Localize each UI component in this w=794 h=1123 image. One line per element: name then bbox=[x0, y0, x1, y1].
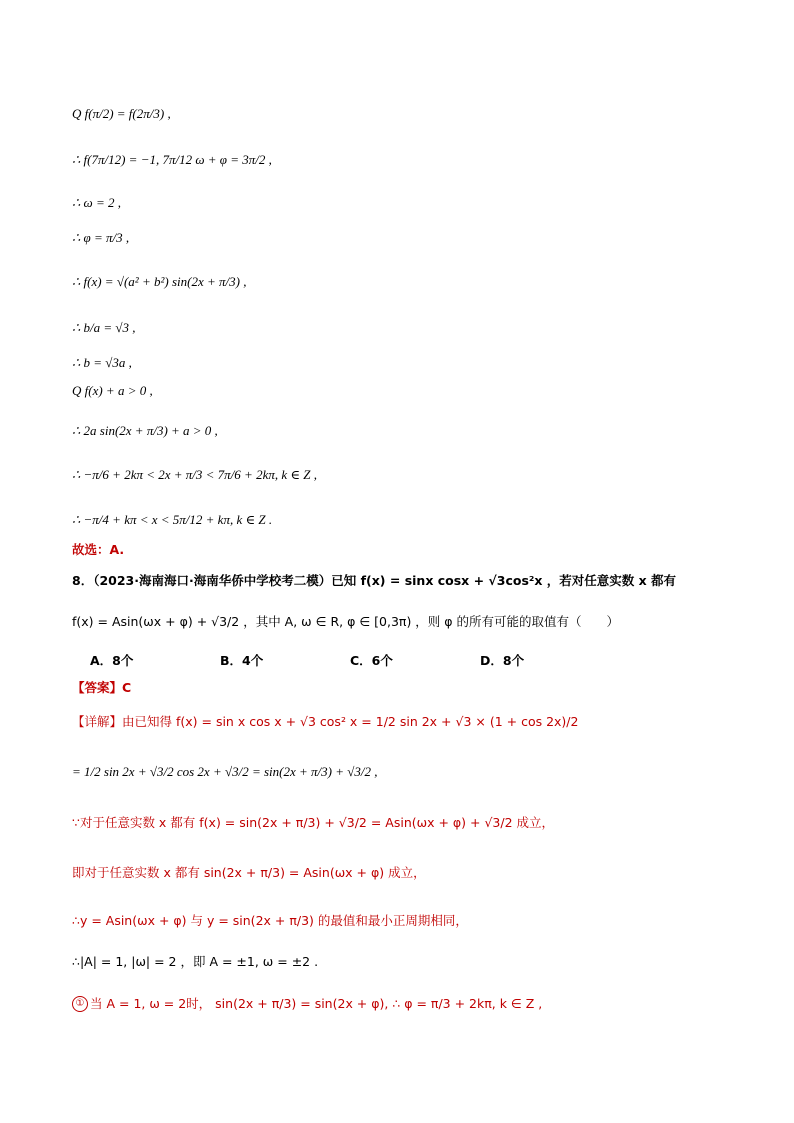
answer-options bbox=[90, 651, 610, 669]
question-line-2: f(x) = Asin(ωx + φ) + √3/2 ，其中 A, ω ∈ R, φ ∈ [0,3π) ，则 φ 的所有可能的取值有（ ） bbox=[72, 614, 620, 629]
solution-line-4: ∴ φ = π/3 , bbox=[72, 230, 130, 245]
solution-line-3: ∴ ω = 2 , bbox=[72, 195, 121, 210]
option-b: B．4个 bbox=[220, 653, 264, 668]
option-d: D．8个 bbox=[480, 653, 525, 668]
solution-line-6: ∴ b/a = √3 , bbox=[72, 320, 136, 335]
detail-line-7: ① 当 A = 1, ω = 2时， sin(2x + π/3) = sin(2x + φ), ∴ φ = π/3 + 2kπ, k ∈ Z , bbox=[72, 994, 734, 1014]
answer-label: 【答案】C bbox=[72, 680, 132, 695]
option-c: C．6个 bbox=[350, 653, 393, 668]
solution-line-7: ∴ b = √3a , bbox=[72, 355, 132, 370]
solution-line-9: ∴ 2a sin(2x + π/3) + a > 0 , bbox=[72, 423, 218, 438]
detail-line-5: ∴y = Asin(ωx + φ) 与 y = sin(2x + π/3) 的最值和最小正周期相同， bbox=[72, 913, 468, 928]
circled-number-icon: ① bbox=[72, 996, 88, 1012]
solution-line-1: Q f(π/2) = f(2π/3) , bbox=[72, 106, 171, 121]
solution-line-10: ∴ −π/6 + 2kπ < 2x + π/3 < 7π/6 + 2kπ, k ∈ Z , bbox=[72, 467, 317, 482]
detail-line-2: = 1/2 sin 2x + √3/2 cos 2x + √3/2 = sin(2x + π/3) + √3/2 , bbox=[72, 764, 378, 779]
detail-line-4: 即对于任意实数 x 都有 sin(2x + π/3) = Asin(ωx + φ) 成立， bbox=[72, 865, 426, 880]
solution-line-2: ∴ f(7π/12) = −1, 7π/12 ω + φ = 3π/2 , bbox=[72, 152, 272, 167]
solution-line-11: ∴ −π/4 + kπ < x < 5π/12 + kπ, k ∈ Z . bbox=[72, 512, 273, 527]
solution-line-8: Q f(x) + a > 0 , bbox=[72, 383, 153, 398]
detail-line-1: 【详解】由已知得 f(x) = sin x cos x + √3 cos² x = 1/2 sin 2x + √3 × (1 + cos 2x)/2 bbox=[72, 714, 579, 729]
detail-line-3: ∵对于任意实数 x 都有 f(x) = sin(2x + π/3) + √3/2 = Asin(ωx + φ) + √3/2 成立， bbox=[72, 815, 555, 830]
question-line-1: 8．（2023·海南海口·海南华侨中学校考二模）已知 f(x) = sinx cosx + √3cos²x ，若对任意实数 x 都有 bbox=[72, 573, 677, 588]
solution-line-5: ∴ f(x) = √(a² + b²) sin(2x + π/3) , bbox=[72, 274, 247, 289]
detail-line-6: ∴|A| = 1, |ω| = 2 ，即 A = ±1, ω = ±2 . bbox=[72, 954, 319, 969]
option-a: A．8个 bbox=[90, 653, 134, 668]
previous-answer: 故选：A. bbox=[72, 542, 125, 557]
